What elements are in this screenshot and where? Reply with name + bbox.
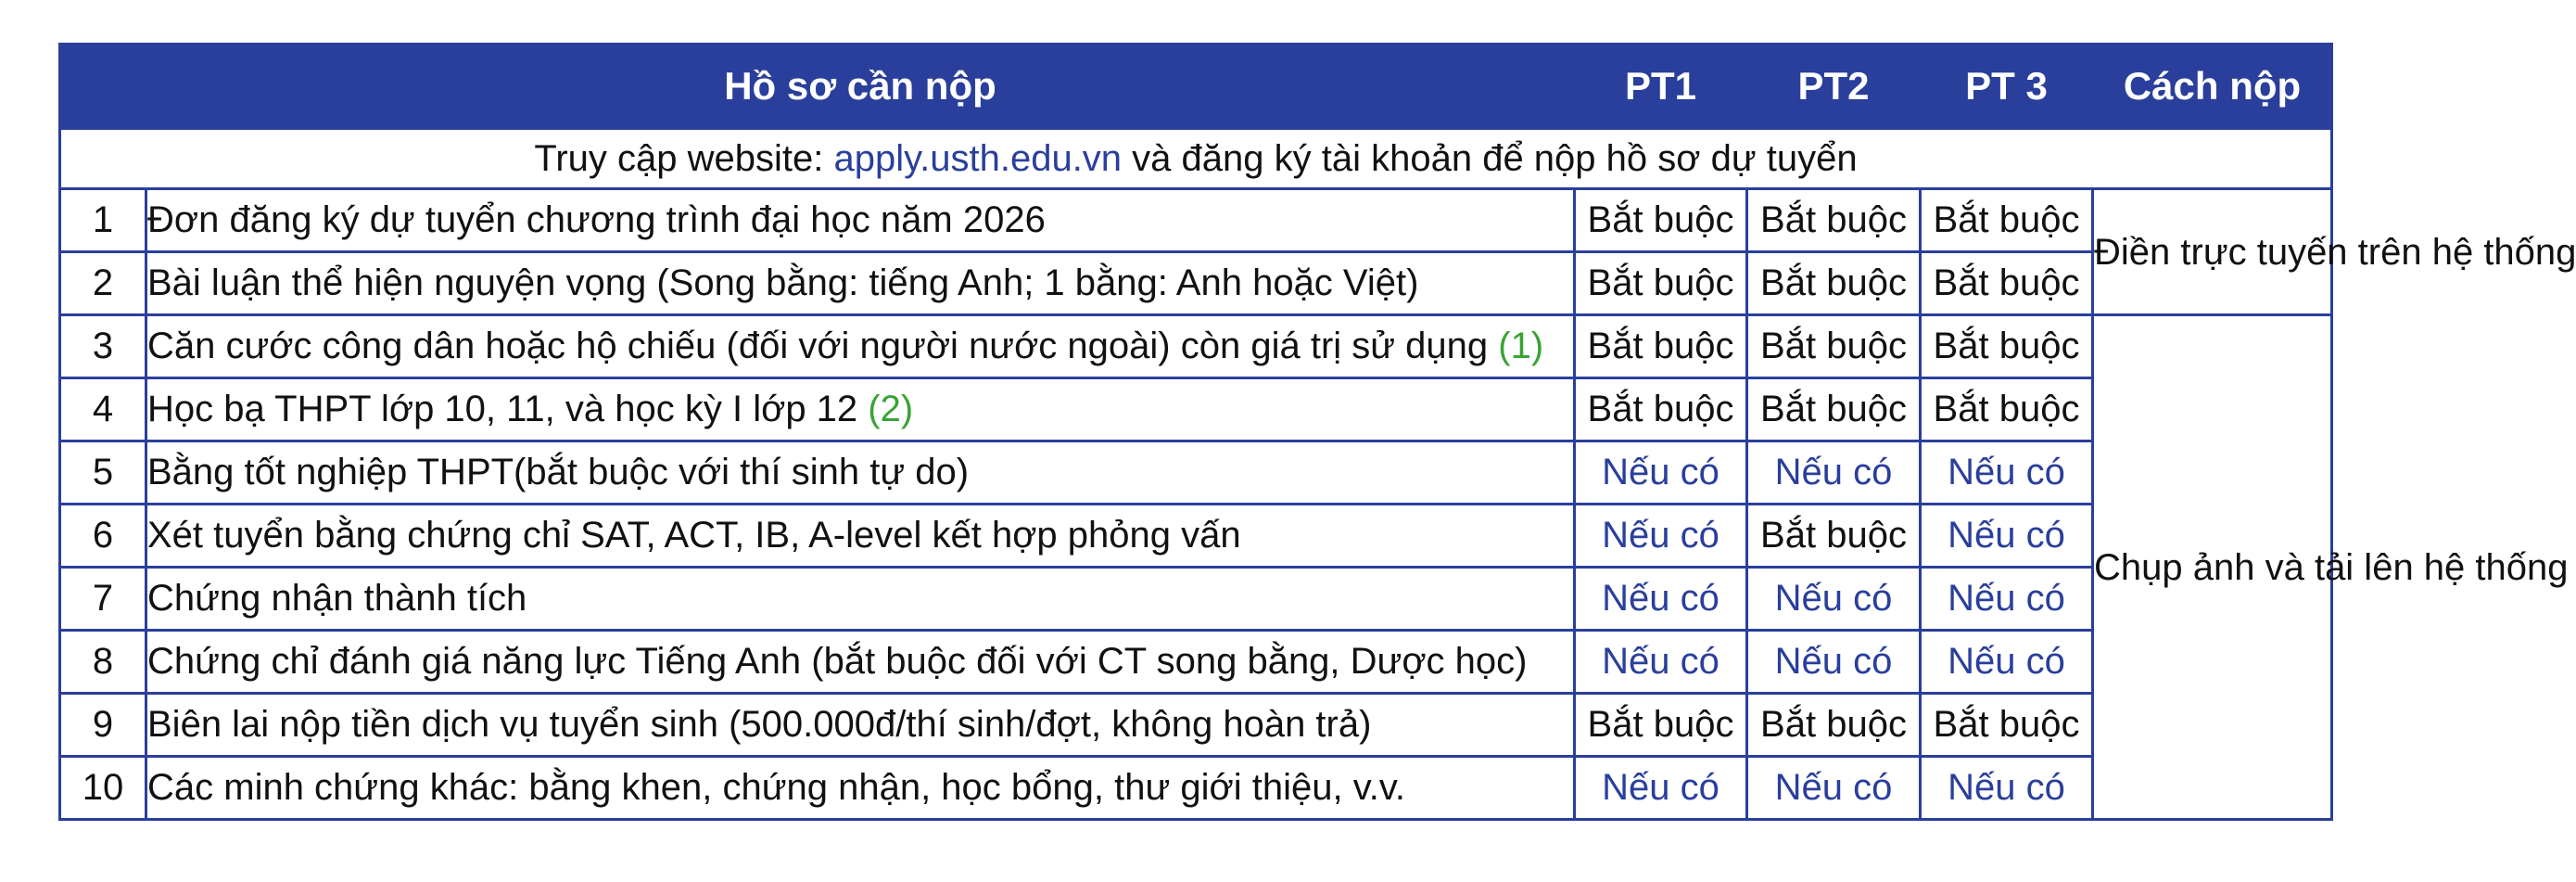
row-pt3: Bắt buộc <box>1921 252 2093 315</box>
row-description: Chứng chỉ đánh giá năng lực Tiếng Anh (bắt buộc đối với CT song bằng, Dược học) <box>146 631 1575 694</box>
table-row <box>60 694 2332 757</box>
row-description: Chứng nhận thành tích <box>146 568 1575 631</box>
header-pt2: PT2 <box>1747 45 1921 129</box>
row-description: Căn cước công dân hoặc hộ chiếu (đối với người nước ngoài) còn giá trị sử dụng (1) <box>146 315 1575 378</box>
header-pt1: PT1 <box>1575 45 1747 129</box>
row-pt3: Nếu có <box>1921 505 2093 568</box>
row-description: Bằng tốt nghiệp THPT(bắt buộc với thí sinh tự do) <box>146 441 1575 505</box>
header-row <box>60 45 2332 129</box>
table-row <box>60 631 2332 694</box>
row-description: Bài luận thể hiện nguyện vọng (Song bằng: tiếng Anh; 1 bằng: Anh hoặc Việt) <box>146 252 1575 315</box>
table-row <box>60 568 2332 631</box>
row-pt3: Nếu có <box>1921 757 2093 820</box>
row-pt1: Bắt buộc <box>1575 694 1747 757</box>
row-number: 5 <box>60 441 146 505</box>
row-pt3: Bắt buộc <box>1921 694 2093 757</box>
row-number: 1 <box>60 189 146 252</box>
row-description: Biên lai nộp tiền dịch vụ tuyển sinh (500.000đ/thí sinh/đợt, không hoàn trả) <box>146 694 1575 757</box>
table-row <box>60 315 2332 378</box>
table-row <box>60 757 2332 820</box>
method-online: Điền trực tuyến trên hệ thống <box>2093 189 2332 315</box>
row-pt3: Bắt buộc <box>1921 189 2093 252</box>
row-number: 10 <box>60 757 146 820</box>
table-row <box>60 378 2332 441</box>
row-description: Học bạ THPT lớp 10, 11, và học kỳ I lớp 12 (2) <box>146 378 1575 441</box>
requirements-table <box>58 43 2576 821</box>
table-row <box>60 505 2332 568</box>
row-number: 9 <box>60 694 146 757</box>
access-prefix: Truy cập website: <box>534 137 834 179</box>
row-number: 7 <box>60 568 146 631</box>
row-description: Xét tuyển bằng chứng chỉ SAT, ACT, IB, A-level kết hợp phỏng vấn <box>146 505 1575 568</box>
row-pt3: Bắt buộc <box>1921 378 2093 441</box>
access-suffix: và đăng ký tài khoản để nộp hồ sơ dự tuyển <box>1122 137 1858 179</box>
row-number: 3 <box>60 315 146 378</box>
website-link[interactable]: apply.usth.edu.vn <box>833 137 1123 179</box>
footnote-1: (1) <box>1498 326 1544 366</box>
row-pt3: Nếu có <box>1921 631 2093 694</box>
row-description: Đơn đăng ký dự tuyển chương trình đại học năm 2026 <box>146 189 1575 252</box>
table-row <box>60 441 2332 505</box>
row-pt2: Bắt buộc <box>1747 252 1921 315</box>
row-pt3: Nếu có <box>1921 568 2093 631</box>
row-pt2: Bắt buộc <box>1747 189 1921 252</box>
footnote-2: (2) <box>868 389 914 429</box>
access-cell <box>60 129 2332 189</box>
access-row <box>60 129 2332 189</box>
row-pt2: Nếu có <box>1747 568 1921 631</box>
table-row <box>60 189 2332 252</box>
row-pt2: Nếu có <box>1747 441 1921 505</box>
row-pt2: Nếu có <box>1747 631 1921 694</box>
row-pt2: Bắt buộc <box>1747 378 1921 441</box>
row-pt3: Nếu có <box>1921 441 2093 505</box>
row-description: Các minh chứng khác: bằng khen, chứng nhận, học bổng, thư giới thiệu, v.v. <box>146 757 1575 820</box>
row-pt1: Nếu có <box>1575 568 1747 631</box>
row-pt1: Nếu có <box>1575 757 1747 820</box>
row-number: 6 <box>60 505 146 568</box>
row-pt1: Bắt buộc <box>1575 315 1747 378</box>
row-pt2: Bắt buộc <box>1747 694 1921 757</box>
row-pt1: Bắt buộc <box>1575 189 1747 252</box>
row-pt2: Bắt buộc <box>1747 315 1921 378</box>
row-pt1: Nếu có <box>1575 631 1747 694</box>
header-pt3: PT 3 <box>1921 45 2093 129</box>
method-upload: Chụp ảnh và tải lên hệ thống <box>2093 315 2332 820</box>
row-pt2: Bắt buộc <box>1747 505 1921 568</box>
header-documents: Hồ sơ cần nộp <box>146 45 1575 129</box>
row-pt1: Nếu có <box>1575 505 1747 568</box>
row-pt1: Bắt buộc <box>1575 378 1747 441</box>
row-pt1: Bắt buộc <box>1575 252 1747 315</box>
header-blank <box>60 45 146 129</box>
row-number: 8 <box>60 631 146 694</box>
table-row <box>60 252 2332 315</box>
row-number: 4 <box>60 378 146 441</box>
header-method: Cách nộp <box>2093 45 2332 129</box>
row-pt2: Nếu có <box>1747 757 1921 820</box>
row-number: 2 <box>60 252 146 315</box>
row-pt1: Nếu có <box>1575 441 1747 505</box>
row-pt3: Bắt buộc <box>1921 315 2093 378</box>
